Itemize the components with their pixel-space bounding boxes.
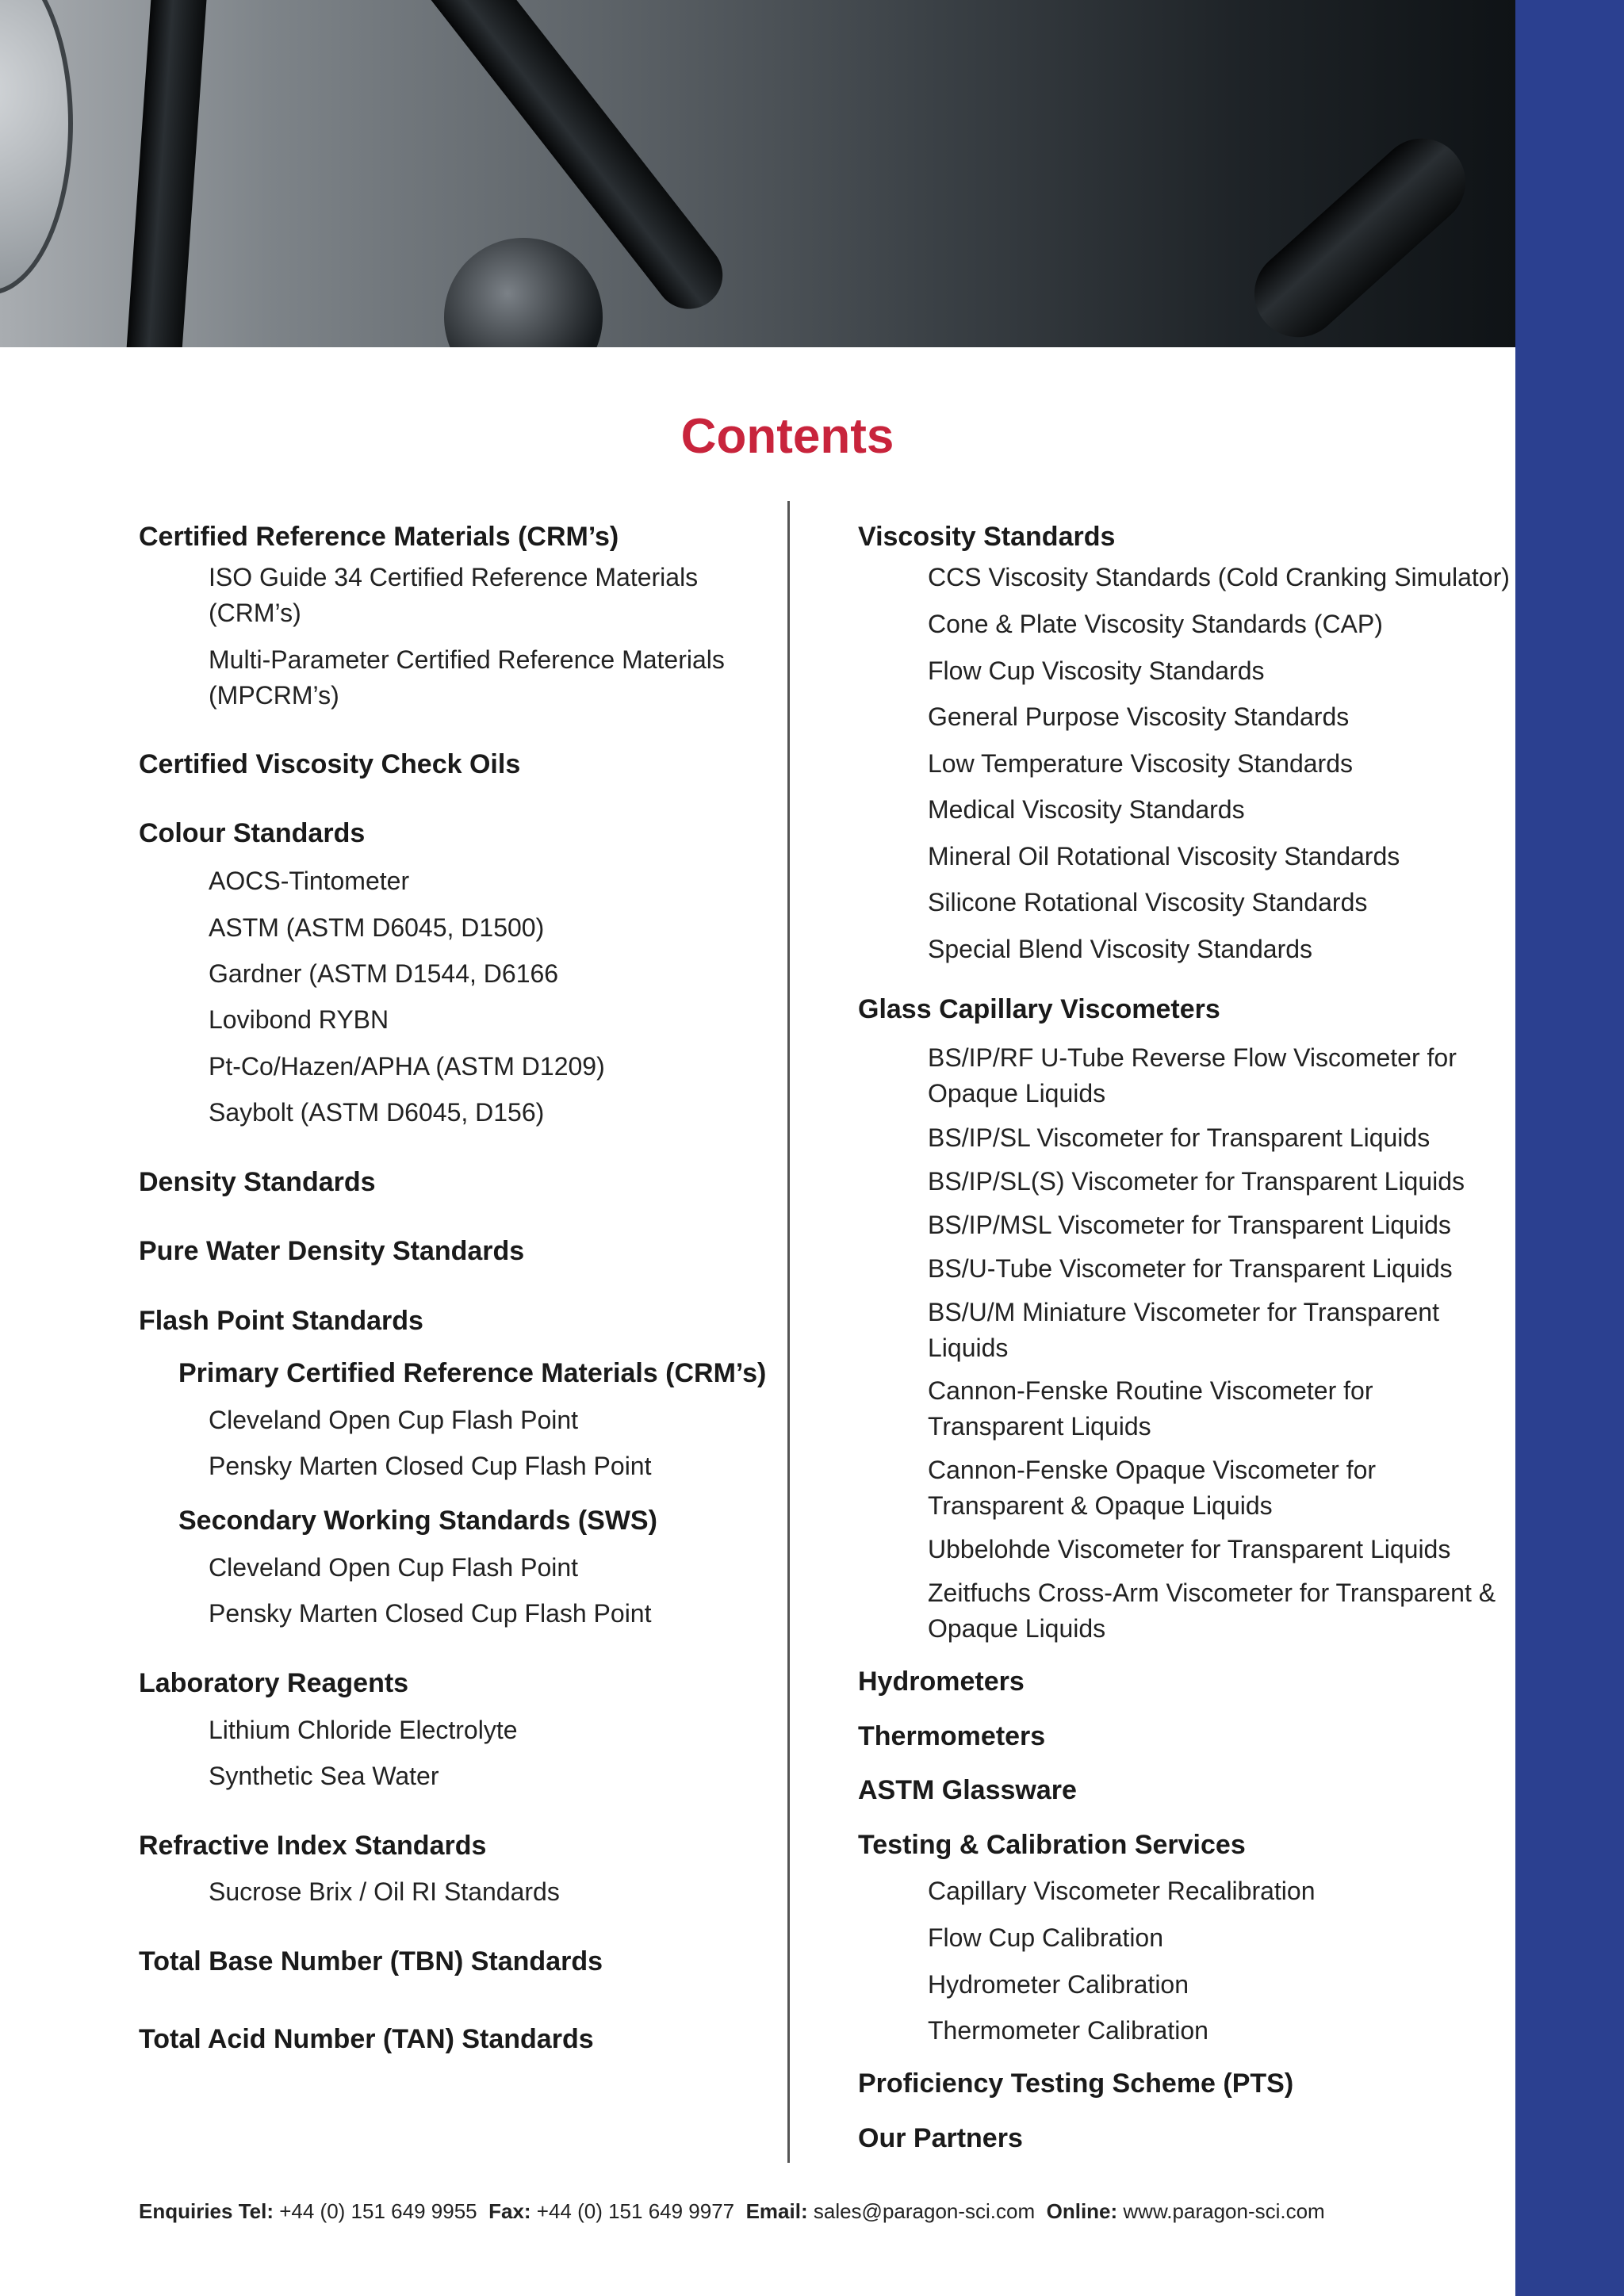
contents-entry: Pensky Marten Closed Cup Flash Point (209, 1452, 652, 1480)
contents-entry: Pt-Co/Hazen/APHA (ASTM D1209) (209, 1052, 605, 1081)
contents-entry: Capillary Viscometer Recalibration (928, 1877, 1316, 1905)
contents-entry: Lithium Chloride Electrolyte (209, 1716, 518, 1744)
contents-entry: Mineral Oil Rotational Viscosity Standards (928, 842, 1400, 871)
footer-fax: +44 (0) 151 649 9977 (536, 2199, 735, 2223)
footer-email-label: Email: (745, 2199, 808, 2223)
contents-entry: Multi-Parameter Certified Reference Materials (209, 645, 725, 674)
contents-heading: Laboratory Reagents (139, 1668, 409, 1698)
footer-fax-label: Fax: (488, 2199, 531, 2223)
contents-heading: Proficiency Testing Scheme (PTS) (858, 2068, 1294, 2099)
contents-entry: Opaque Liquids (928, 1614, 1106, 1643)
header-photo (0, 0, 1515, 347)
footer-online-label: Online: (1046, 2199, 1118, 2223)
column-divider (787, 501, 790, 2163)
contents-entry: BS/U-Tube Viscometer for Transparent Liquids (928, 1254, 1453, 1283)
contents-heading: Certified Reference Materials (CRM’s) (139, 522, 619, 552)
contents-entry: Cannon-Fenske Routine Viscometer for (928, 1376, 1373, 1405)
footer-website[interactable]: www.paragon-sci.com (1123, 2199, 1325, 2223)
contents-subheading: Primary Certified Reference Materials (CRM’s) (178, 1358, 767, 1388)
contents-entry: Cone & Plate Viscosity Standards (CAP) (928, 610, 1383, 638)
contents-entry: Cleveland Open Cup Flash Point (209, 1553, 579, 1582)
contents-heading: Hydrometers (858, 1667, 1025, 1697)
contents-entry: Ubbelohde Viscometer for Transparent Liquids (928, 1535, 1451, 1563)
contents-entry: Medical Viscosity Standards (928, 795, 1245, 824)
contents-entry: ASTM (ASTM D6045, D1500) (209, 913, 545, 942)
contents-entry: BS/IP/RF U-Tube Reverse Flow Viscometer for (928, 1043, 1457, 1072)
contents-entry: Transparent & Opaque Liquids (928, 1491, 1273, 1520)
contents-heading: ASTM Glassware (858, 1775, 1077, 1805)
contents-heading: Pure Water Density Standards (139, 1236, 525, 1266)
contents-heading: Density Standards (139, 1167, 376, 1197)
footer-tel: +44 (0) 151 649 9955 (279, 2199, 477, 2223)
contents-entry: Hydrometer Calibration (928, 1970, 1189, 1999)
contents-entry: Silicone Rotational Viscosity Standards (928, 888, 1368, 916)
contents-entry: (MPCRM’s) (209, 681, 339, 710)
contents-subheading: Secondary Working Standards (SWS) (178, 1506, 657, 1536)
contents-heading: Viscosity Standards (858, 522, 1116, 552)
contents-entry: Cleveland Open Cup Flash Point (209, 1406, 579, 1434)
contents-heading: Thermometers (858, 1721, 1046, 1751)
contents-entry: Gardner (ASTM D1544, D6166 (209, 959, 559, 988)
contents-entry: BS/U/M Miniature Viscometer for Transparent (928, 1298, 1439, 1326)
contents-entry: BS/IP/MSL Viscometer for Transparent Liquids (928, 1211, 1451, 1239)
contact-footer (139, 2199, 1325, 2224)
contents-entry: Lovibond RYBN (209, 1005, 389, 1034)
footer-email[interactable]: sales@paragon-sci.com (813, 2199, 1036, 2223)
glass-bulb-center (444, 238, 603, 347)
glass-rod-3 (1236, 121, 1483, 347)
contents-heading: Refractive Index Standards (139, 1831, 487, 1861)
contents-heading: Colour Standards (139, 818, 366, 848)
contents-entry: Sucrose Brix / Oil RI Standards (209, 1877, 560, 1906)
contents-entry: Cannon-Fenske Opaque Viscometer for (928, 1456, 1377, 1484)
contents-entry: AOCS-Tintometer (209, 867, 410, 895)
contents-entry: Saybolt (ASTM D6045, D156) (209, 1098, 545, 1127)
contents-heading: Total Base Number (TBN) Standards (139, 1946, 603, 1976)
contents-entry: Synthetic Sea Water (209, 1762, 439, 1790)
contents-entry: Special Blend Viscosity Standards (928, 935, 1313, 963)
contents-entry: Flow Cup Calibration (928, 1923, 1164, 1952)
contents-entry: Low Temperature Viscosity Standards (928, 749, 1353, 778)
contents-heading: Total Acid Number (TAN) Standards (139, 2024, 594, 2054)
contents-entry: BS/IP/SL(S) Viscometer for Transparent Liquids (928, 1167, 1465, 1196)
glass-bulb-left (0, 0, 73, 295)
contents-entry: Transparent Liquids (928, 1412, 1151, 1441)
page-title: Contents (680, 409, 894, 464)
contents-entry: BS/IP/SL Viscometer for Transparent Liquids (928, 1123, 1431, 1152)
contents-entry: Flow Cup Viscosity Standards (928, 656, 1265, 685)
contents-entry: Liquids (928, 1334, 1009, 1362)
contents-entry: (CRM’s) (209, 599, 301, 627)
contents-entry: Zeitfuchs Cross-Arm Viscometer for Transparent & (928, 1578, 1496, 1607)
contents-heading: Testing & Calibration Services (858, 1830, 1246, 1860)
contents-entry: ISO Guide 34 Certified Reference Materials (209, 563, 699, 591)
contents-heading: Certified Viscosity Check Oils (139, 749, 521, 779)
contents-entry: CCS Viscosity Standards (Cold Cranking Simulator) (928, 563, 1510, 591)
contents-entry: Opaque Liquids (928, 1079, 1106, 1108)
contents-heading: Our Partners (858, 2123, 1023, 2153)
contents-entry: General Purpose Viscosity Standards (928, 702, 1350, 731)
contents-heading: Glass Capillary Viscometers (858, 994, 1220, 1024)
glass-rod-1 (124, 0, 209, 347)
contents-entry: Thermometer Calibration (928, 2016, 1208, 2045)
footer-tel-label: Enquiries Tel: (139, 2199, 274, 2223)
contents-heading: Flash Point Standards (139, 1306, 423, 1336)
side-accent-bar (1515, 0, 1624, 2296)
contents-entry: Pensky Marten Closed Cup Flash Point (209, 1599, 652, 1628)
